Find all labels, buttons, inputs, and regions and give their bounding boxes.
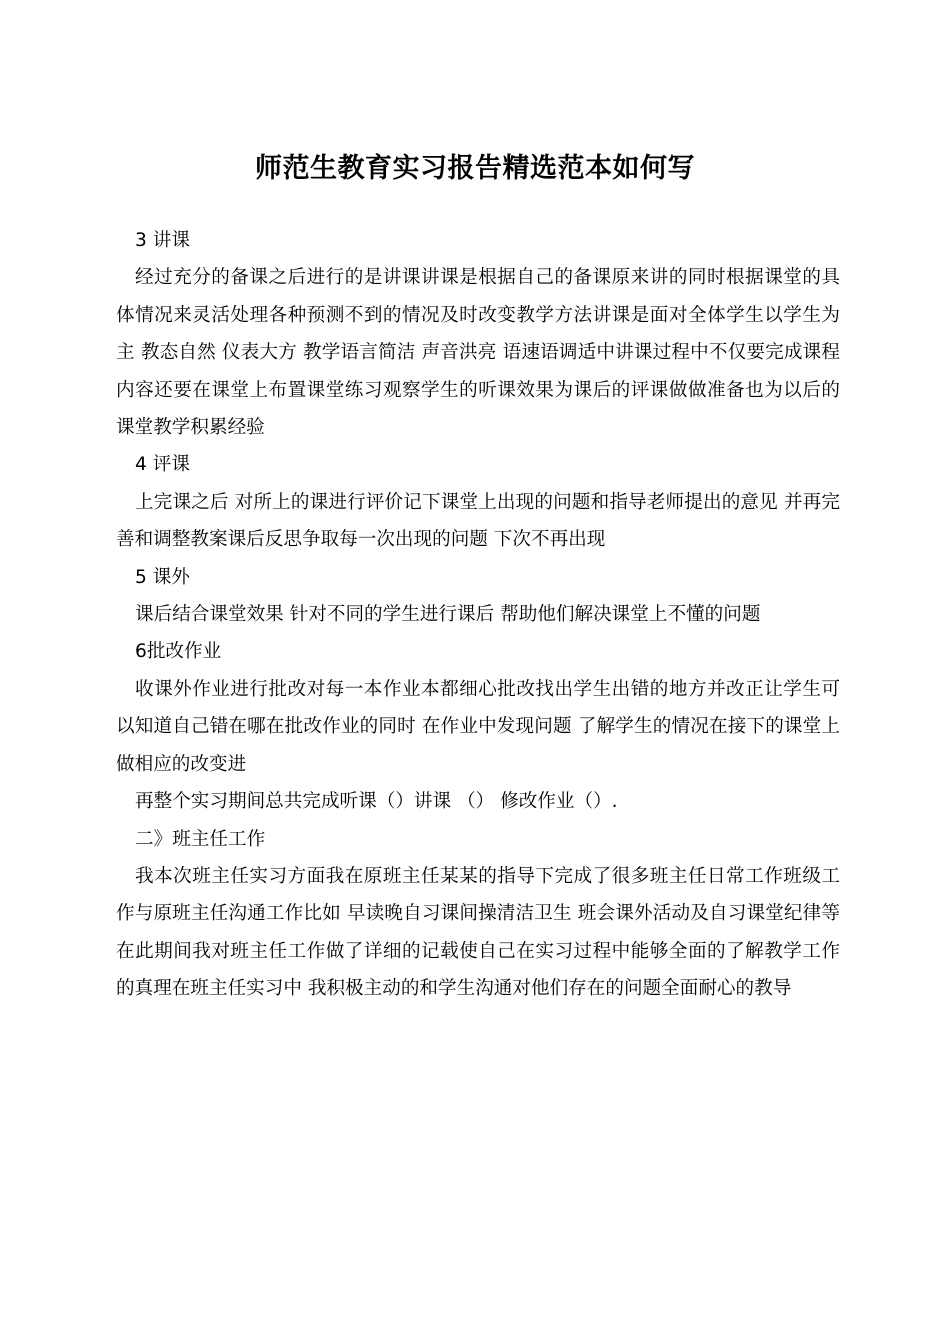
paragraph-class-teacher-work: 我本次班主任实习方面我在原班主任某某的指导下完成了很多班主任日常工作班级工作与原班主任沟通工作比如 早读晚自习课间操清洁卫生 班会课外活动及自习课堂纪律等在此期间我对班主任工作做了详细的记载使自己在实习过程中能够全面的了解教学工作的真理在班主任实习中 我积极主动的和学生沟通对他们存在的问题全面耐心的教导 — [116, 865, 840, 1000]
document-body — [116, 222, 840, 1008]
paragraph-after-class: 课后结合课堂效果 针对不同的学生进行课后 帮助他们解决课堂上不懂的问题 — [135, 604, 761, 626]
paragraph-internship-totals: 再整个实习期间总共完成听课（）讲课 （） 修改作业（）. — [135, 791, 618, 813]
section-heading-grading-homework: 6批改作业 — [135, 641, 222, 663]
paragraph-grading-homework: 收课外作业进行批改对每一本作业本都细心批改找出学生出错的地方并改正让学生可以知道自己错在哪在批改作业的同时 在作业中发现问题 了解学生的情况在接下的课堂上做相应的改变进 — [116, 678, 840, 775]
section-heading-lecturing: 3 讲课 — [135, 230, 190, 251]
section-heading-after-class: 5 课外 — [135, 566, 190, 588]
paragraph-lesson-review: 上完课之后 对所上的课进行评价记下课堂上出现的问题和指导老师提出的意见 并再完善和调整教案课后反思争取每一次出现的问题 下次不再出现 — [116, 491, 840, 551]
paragraph-lecturing: 经过充分的备课之后进行的是讲课讲课是根据自己的备课原来讲的同时根据课堂的具体情况来灵活处理各种预测不到的情况及时改变教学方法讲课是面对全体学生以学生为主 教态自然 仪表大方 教学语言简洁 声音洪亮 语速语调适中讲课过程中不仅要完成课程内容还要在课堂上布置课堂练习观察学生的听课效果为课后的评课做做准备也为以后的课堂教学积累经验 — [116, 267, 840, 439]
section-heading-lesson-review: 4 评课 — [135, 454, 190, 476]
section-heading-class-teacher-work: 二》班主任工作 — [135, 828, 266, 850]
document-title: 师范生教育实习报告精选范本如何写 — [255, 153, 695, 185]
